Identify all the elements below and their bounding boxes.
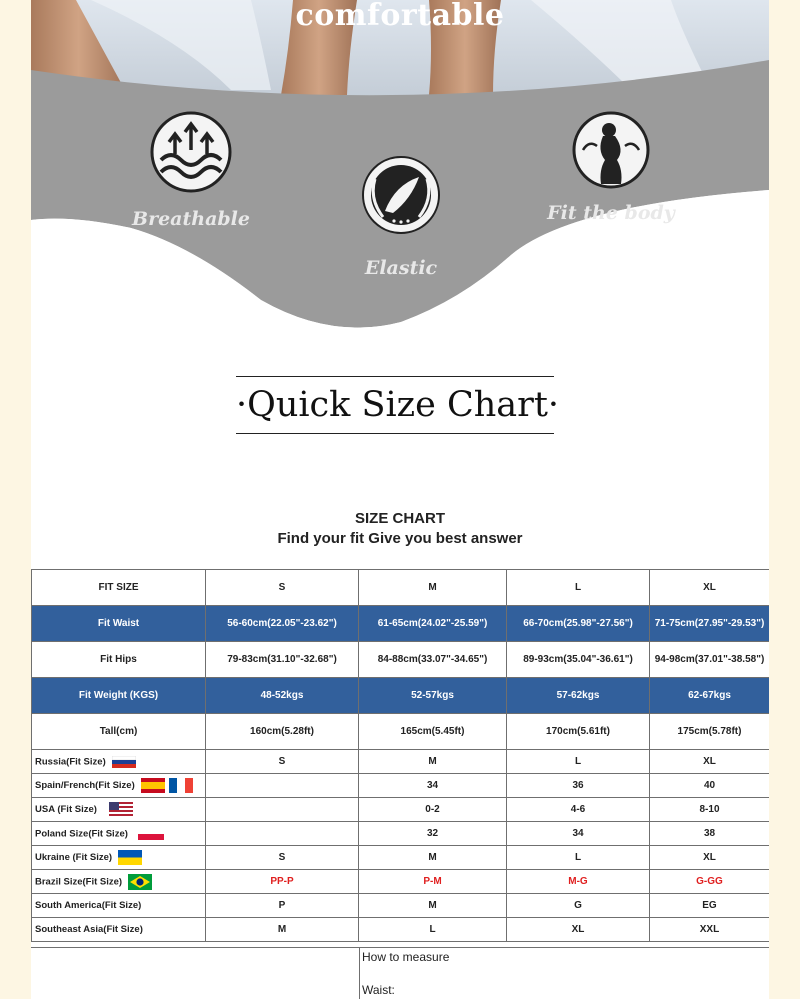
breathable-waves-icon (149, 110, 233, 194)
size-chart-subtitle: Find your fit Give you best answer (277, 530, 523, 547)
table-header-row (32, 570, 770, 606)
row-label: Fit Hips (32, 642, 206, 678)
row-label: Fit Waist (32, 606, 206, 642)
table-cell: P (206, 894, 359, 918)
row-label: Russia(Fit Size) (35, 756, 106, 768)
table-cell (206, 774, 359, 798)
table-cell: 160cm(5.28ft) (206, 714, 359, 750)
table-cell: 79-83cm(31.10"-32.68") (206, 642, 359, 678)
table-cell: M (359, 750, 507, 774)
table-cell: 94-98cm(37.01"-38.58") (650, 642, 770, 678)
table-cell: 4-6 (507, 798, 650, 822)
table-cell: XL (507, 918, 650, 942)
table-cell: M (206, 918, 359, 942)
table-cell: 66-70cm(25.98"-27.56") (507, 606, 650, 642)
quick-size-chart-heading (236, 376, 560, 434)
elastic-laurel-icon (361, 155, 441, 235)
table-cell: 34 (507, 822, 650, 846)
table-cell: 36 (507, 774, 650, 798)
feature-label: Fit the body (547, 202, 675, 224)
table-cell: 62-67kgs (650, 678, 770, 714)
waist-label: Waist: (362, 983, 395, 997)
row-label-cell (32, 822, 206, 846)
row-label-cell (32, 774, 206, 798)
row-label: Spain/French(Fit Size) (35, 780, 135, 792)
how-to-measure-title: How to measure (362, 950, 450, 964)
table-cell: XL (650, 750, 770, 774)
table-cell: XL (650, 846, 770, 870)
row-label-cell (32, 870, 206, 894)
table-row (32, 642, 770, 678)
table-cell: S (206, 846, 359, 870)
table-cell: 175cm(5.78ft) (650, 714, 770, 750)
table-cell: 32 (359, 822, 507, 846)
row-label: Fit Weight (KGS) (32, 678, 206, 714)
row-label: South America(Fit Size) (32, 894, 206, 918)
row-label: Southeast Asia(Fit Size) (32, 918, 206, 942)
table-row (32, 774, 770, 798)
table-row (32, 846, 770, 870)
table-cell: 84-88cm(33.07"-34.65") (359, 642, 507, 678)
table-row (32, 918, 770, 942)
table-row (32, 714, 770, 750)
table-cell: 170cm(5.61ft) (507, 714, 650, 750)
header-cell: M (359, 570, 507, 606)
table-cell: M-G (507, 870, 650, 894)
table-cell (206, 798, 359, 822)
table-cell: EG (650, 894, 770, 918)
russia-flag-icon (112, 756, 136, 768)
row-label: Ukraine (Fit Size) (35, 852, 113, 864)
feature-label: Elastic (364, 257, 438, 279)
row-label: Tall(cm) (32, 714, 206, 750)
table-row (32, 678, 770, 714)
table-cell: PP-P (206, 870, 359, 894)
hero-banner (31, 0, 769, 340)
feature-breathable (131, 110, 251, 230)
table-row (32, 798, 770, 822)
row-label-cell (32, 750, 206, 774)
header-cell: XL (650, 570, 770, 606)
product-page (31, 0, 769, 999)
row-label: Brazil Size(Fit Size) (35, 876, 123, 888)
table-row (32, 606, 770, 642)
table-cell: L (507, 750, 650, 774)
table-cell: 52-57kgs (359, 678, 507, 714)
table-cell: 71-75cm(27.95"-29.53") (650, 606, 770, 642)
france-flag-icon (169, 778, 193, 793)
table-cell: 38 (650, 822, 770, 846)
size-chart-title: SIZE CHART (355, 510, 445, 527)
table-cell: XXL (650, 918, 770, 942)
table-cell: G (507, 894, 650, 918)
feature-label: Breathable (132, 208, 250, 230)
feature-fit-body (546, 110, 676, 224)
header-cell: L (507, 570, 650, 606)
table-cell: M (359, 894, 507, 918)
spain-flag-icon (141, 778, 165, 793)
table-row (32, 894, 770, 918)
header-cell: FIT SIZE (32, 570, 206, 606)
section-title: ·Quick Size Chart· (236, 385, 560, 425)
hero-title: comfortable (295, 0, 505, 33)
table-cell: 61-65cm(24.02"-25.59") (359, 606, 507, 642)
row-label: USA (Fit Size) (35, 804, 97, 816)
size-chart-table (31, 569, 769, 942)
row-label-cell (32, 798, 206, 822)
how-to-measure-box (31, 947, 769, 999)
brazil-flag-icon (128, 874, 152, 890)
table-cell: 89-93cm(35.04"-36.61") (507, 642, 650, 678)
table-cell: G-GG (650, 870, 770, 894)
table-cell: L (507, 846, 650, 870)
poland-flag-icon (138, 828, 164, 840)
table-cell: 8-10 (650, 798, 770, 822)
table-cell: M (359, 846, 507, 870)
header-cell: S (206, 570, 359, 606)
table-cell: 165cm(5.45ft) (359, 714, 507, 750)
table-cell: S (206, 750, 359, 774)
ukraine-flag-icon (118, 850, 142, 865)
divider (359, 948, 360, 999)
table-cell (206, 822, 359, 846)
table-row (32, 822, 770, 846)
row-label: Poland Size(Fit Size) (35, 828, 128, 840)
table-cell: L (359, 918, 507, 942)
feature-elastic (341, 155, 461, 279)
table-row (32, 870, 770, 894)
table-cell: 56-60cm(22.05"-23.62") (206, 606, 359, 642)
usa-flag-icon (109, 802, 133, 817)
table-cell: P-M (359, 870, 507, 894)
divider (236, 433, 554, 434)
table-cell: 57-62kgs (507, 678, 650, 714)
table-cell: 0-2 (359, 798, 507, 822)
row-label-cell (32, 846, 206, 870)
table-row (32, 750, 770, 774)
table-cell: 40 (650, 774, 770, 798)
table-cell: 34 (359, 774, 507, 798)
table-cell: 48-52kgs (206, 678, 359, 714)
body-silhouette-icon (571, 110, 651, 190)
